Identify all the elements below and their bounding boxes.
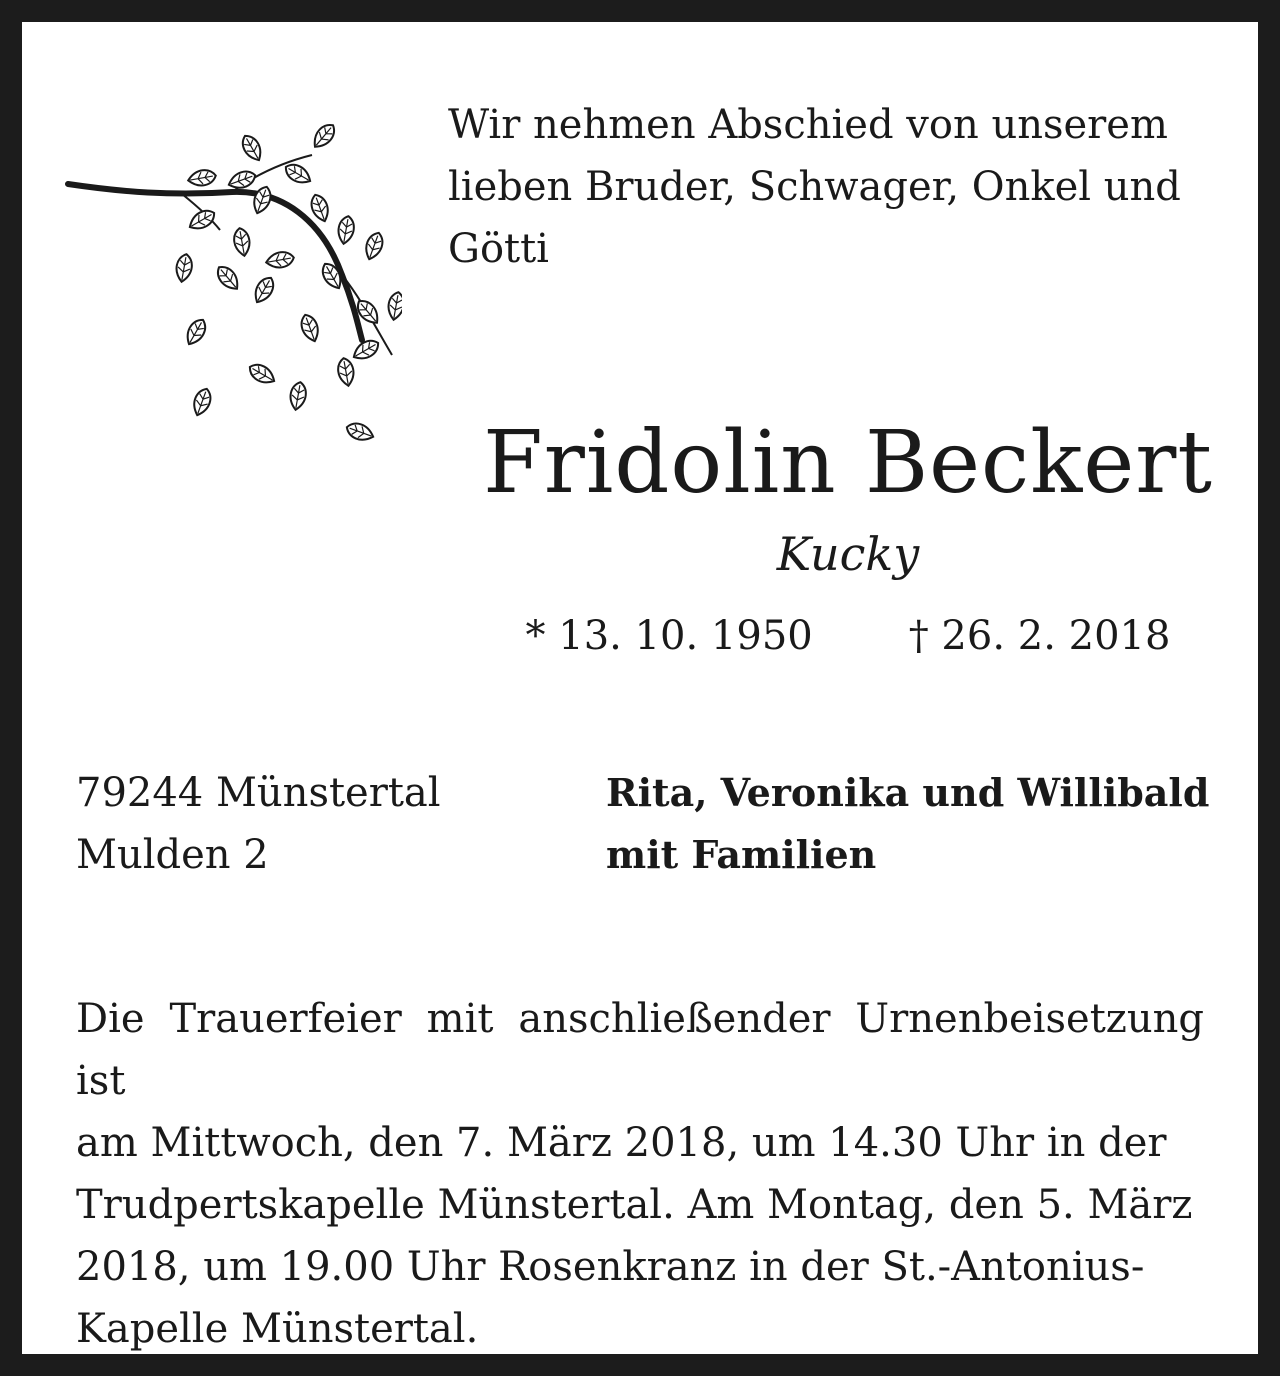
obituary-notice (22, 22, 1258, 1354)
birth-date: * 13. 10. 1950 (525, 613, 813, 659)
address-line: Mulden 2 (76, 832, 269, 878)
intro-line: Götti (448, 226, 549, 272)
mourners-line: mit Familien (606, 832, 877, 877)
deceased-nickname: Kucky (776, 527, 920, 581)
ceremony-text (76, 988, 1204, 1360)
address-line: 79244 Münstertal (76, 770, 441, 816)
ceremony-line: am Mittwoch, den 7. März 2018, um 14.30 Uhr in der (76, 1120, 1167, 1166)
ceremony-line: Die Trauerfeier mit anschließender Urnenbeisetzung ist (76, 996, 1204, 1104)
intro-line: Wir nehmen Abschied von unserem (448, 102, 1168, 148)
ceremony-line: 2018, um 19.00 Uhr Rosenkranz in der St.-Antonius- (76, 1244, 1145, 1290)
mourners-line: Rita, Veronika und Willibald (606, 770, 1210, 815)
intro-line: lieben Bruder, Schwager, Onkel und (448, 164, 1181, 210)
death-date: † 26. 2. 2018 (908, 613, 1171, 659)
address-block (76, 762, 441, 886)
life-dates (448, 606, 1248, 666)
deceased-name: Fridolin Beckert (483, 413, 1213, 513)
ceremony-line: Trudpertskapelle Münstertal. Am Montag, den 5. März (76, 1182, 1193, 1228)
mourners-block (606, 762, 1209, 886)
intro-text (448, 94, 1204, 280)
birch-branch-icon (62, 100, 402, 460)
ceremony-line: Kapelle Münstertal. (76, 1306, 479, 1352)
